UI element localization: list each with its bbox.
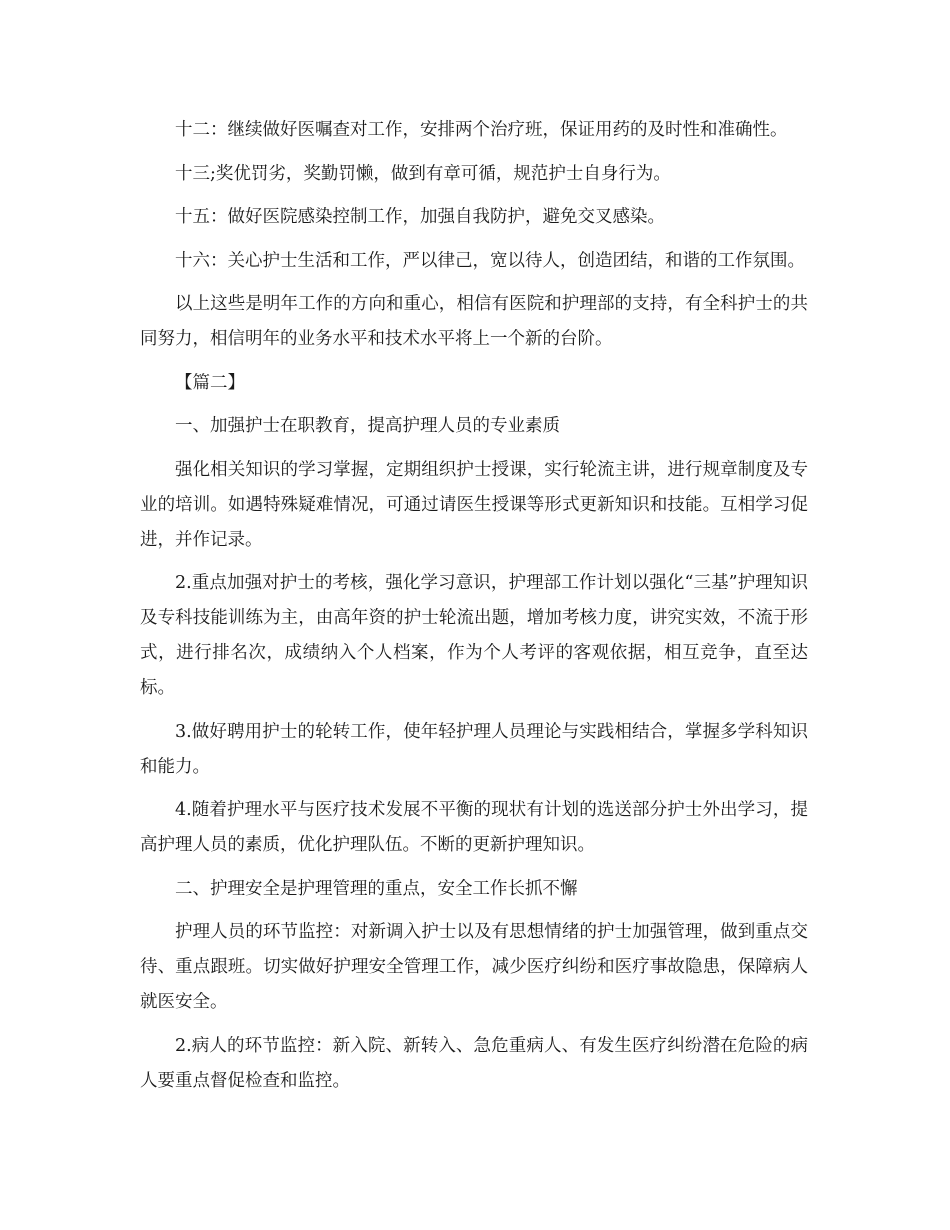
- paragraph-patient-monitoring: 2.病人的环节监控：新入院、新转入、急危重病人、有发生医疗纠纷潜在危险的病人要重点督促检查和监控。: [140, 1035, 808, 1091]
- paragraph-knowledge-training: 强化相关知识的学习掌握，定期组织护士授课，实行轮流主讲，进行规章制度及专业的培训。如遇特殊疑难情况，可通过请医生授课等形式更新知识和技能。互相学习促进，并作记录。: [140, 459, 808, 550]
- paragraph-item-13: 十三;奖优罚劣，奖勤罚懒，做到有章可循，规范护士自身行为。: [175, 163, 671, 184]
- paragraph-conclusion: 以上这些是明年工作的方向和重心，相信有医院和护理部的支持，有全科护士的共同努力，相信明年的业务水平和技术水平将上一个新的台阶。: [140, 294, 808, 349]
- paragraph-staff-monitoring: 护理人员的环节监控：对新调入护士以及有思想情绪的护士加强管理，做到重点交待、重点跟班。切实做好护理安全管理工作，减少医疗纠纷和医疗事故隐患，保障病人就医安全。: [140, 922, 808, 1012]
- paragraph-external-study: 4.随着护理水平与医疗技术发展不平衡的现状有计划的选送部分护士外出学习，提高护理人员的素质，优化护理队伍。不断的更新护理知识。: [140, 800, 808, 855]
- paragraph-item-15: 十五：做好医院感染控制工作，加强自我防护，避免交叉感染。: [175, 207, 665, 227]
- section-heading-part-two: 【篇二】: [175, 372, 245, 393]
- paragraph-item-16: 十六：关心护士生活和工作，严以律己，宽以待人，创造团结，和谐的工作氛围。: [175, 250, 805, 271]
- subheading-continuing-education: 一、加强护士在职教育，提高护理人员的专业素质: [175, 416, 560, 436]
- subheading-nursing-safety: 二、护理安全是护理管理的重点，安全工作长抓不懈: [175, 878, 578, 899]
- document-page: [140, 113, 808, 1107]
- paragraph-assessment: 2.重点加强对护士的考核，强化学习意识，护理部工作计划以强化“三基”护理知识及专科技能训练为主，由高年资的护士轮流出题，增加考核力度，讲究实效，不流于形式，进行排名次，成绩纳入个人档案，作为个人考评的客观依据，相互竞争，直至达标。: [140, 573, 808, 698]
- paragraph-item-12: 十二：继续做好医嘱查对工作，安排两个治疗班，保证用药的及时性和准确性。: [175, 120, 788, 140]
- paragraph-rotation: 3.做好聘用护士的轮转工作，使年轻护理人员理论与实践相结合，掌握多学科知识和能力。: [140, 721, 808, 777]
